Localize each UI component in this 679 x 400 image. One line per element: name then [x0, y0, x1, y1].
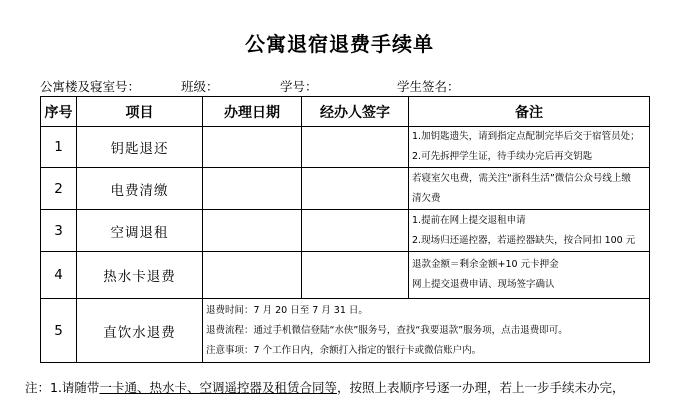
row-number: 1 — [41, 127, 77, 168]
row-item: 热水卡退费 — [77, 252, 203, 299]
footnote-underlined: 一卡通、热水卡、空调遥控器及租赁合同等 — [99, 380, 337, 395]
signature-cell[interactable] — [302, 168, 409, 210]
table-row — [41, 127, 650, 168]
row-number: 4 — [41, 252, 77, 299]
row-number: 3 — [41, 210, 77, 252]
date-cell[interactable] — [203, 127, 302, 168]
building-room-label: 公寓楼及寝室号： — [40, 79, 141, 94]
remark-line: 退费时间：7 月 20 日至 7 月 31 日。 — [206, 304, 368, 316]
header-item: 项目 — [77, 97, 203, 127]
row-item: 空调退租 — [77, 210, 203, 252]
remark-line: 退费流程：通过手机微信登陆“水侠”服务号，查找“我要退款”服务项，点击退费即可。 — [206, 324, 568, 336]
form-title: 公寓退宿退费手续单 — [245, 32, 434, 56]
remarks-cell — [409, 210, 650, 252]
date-cell[interactable] — [203, 168, 302, 210]
table-row — [41, 210, 650, 252]
table-row — [41, 252, 650, 299]
footnote — [25, 378, 624, 396]
student-signature-label: 学生签名： — [397, 79, 460, 94]
remark-line: 退款金额＝剩余金额+10 元卡押金 — [412, 259, 559, 270]
remark-line: 若寝室欠电费，需关注“浙科生活”微信公众号线上缴 — [412, 172, 631, 184]
row-item: 钥匙退还 — [77, 127, 203, 168]
signature-cell[interactable] — [302, 127, 409, 168]
table-row — [41, 168, 650, 210]
table-row — [41, 299, 650, 363]
header-number: 序号 — [41, 97, 77, 127]
procedure-table — [40, 96, 650, 363]
signature-cell[interactable] — [302, 210, 409, 252]
date-cell[interactable] — [203, 210, 302, 252]
student-id-label: 学号： — [280, 79, 318, 94]
signature-cell[interactable] — [302, 252, 409, 299]
remarks-cell — [409, 127, 650, 168]
table-header-row — [41, 97, 650, 127]
class-label: 班级： — [181, 79, 219, 94]
remark-line: 2.现场归还遥控器，若遥控器缺失，按合同扣 100 元 — [412, 234, 636, 246]
header-date: 办理日期 — [203, 97, 302, 127]
header-handler-signature: 经办人签字 — [302, 97, 409, 127]
footnote-prefix: 注：1.请随带 — [25, 380, 100, 395]
row-item: 直饮水退费 — [77, 299, 203, 363]
header-remarks: 备注 — [409, 97, 650, 127]
row-item: 电费清缴 — [77, 168, 203, 210]
remark-line: 注意事项：7 个工作日内，余额打入指定的银行卡或微信账户内。 — [206, 344, 482, 356]
footnote-suffix: ，按照上表顺序号逐一办理，若上一步手续未办完， — [336, 380, 625, 395]
remark-line: 清欠费 — [412, 192, 441, 204]
date-cell[interactable] — [203, 252, 302, 299]
remarks-cell — [409, 168, 650, 210]
remark-line: 1.加钥匙遗失，请到指定点配制完毕后交于宿管员处； — [412, 131, 640, 142]
remark-line: 1.提前在网上提交退租申请 — [412, 214, 526, 226]
remarks-cell-merged — [203, 299, 650, 363]
row-number: 5 — [41, 299, 77, 363]
remark-line: 2.可先拆押学生证，待手续办完后再交钥匙 — [412, 151, 593, 162]
remark-line: 网上提交退费申请、现场签字确认 — [412, 279, 555, 290]
remarks-cell — [409, 252, 650, 299]
row-number: 2 — [41, 168, 77, 210]
